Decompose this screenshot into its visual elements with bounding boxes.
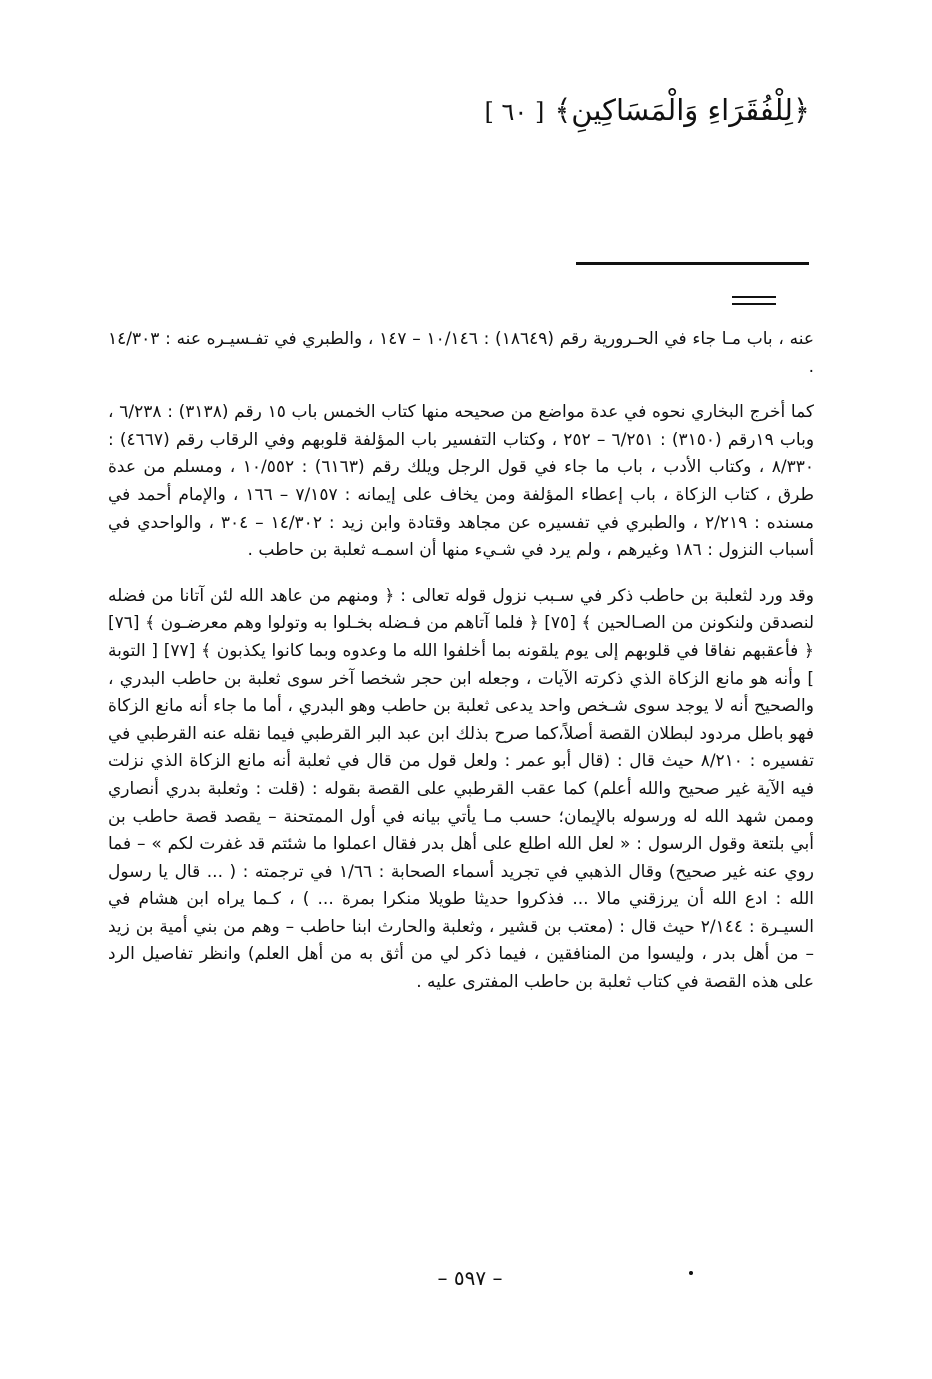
- page-number: – ٥٩٧ –: [437, 1266, 503, 1290]
- footnote-separator-line: [576, 262, 809, 265]
- footnote-paragraph-1: عنه ، باب مـا جاء في الحـرورية رقم (١٨٦٤٩) : ١٠/١٤٦ – ١٤٧ ، والطبري في تفـسيـره عنه : ١٤/٣٠٣ .: [108, 329, 814, 377]
- ayah-text: ﴿لِلْفُقَرَاءِ وَالْمَسَاكِينِ﴾: [554, 93, 810, 127]
- footnote-paragraph-3: وقد ورد لثعلبة بن حاطب ذكر في سـبب نزول قوله تعالى : ﴿ ومنهم من عاهد الله لئن آتانا من فضله لنصدقن ولنكونن من الصـالحين ﴾ [٧٥] ﴿ فلما آتاهم من فـضله بخـلوا به وتولوا وهم معرضـون ﴾ [٧٦] ﴿ فأعقبهم نفاقا في قلوبهم إلى يوم يلقونه بما أخلفوا الله ما وعدوه وبما كانوا يكذبون ﴾ [٧٧] [ التوبة ] وأنه هو مانع الزكاة الذي ذكرته الآيات ، وجعله ابن حجر شخصا آخر سوى ثعلبة بن حاطب البدري ، والصحيح أنه لا يوجد سوى شـخص واحد يدعى ثعلبة بن حاطب وهو البدري ، أما ما جاء أنه مانع الزكاة فهو باطل مردود لبطلان القصة أصلاً،كما صرح بذلك ابن عبد البر القرطبي فيما نقله عنه القرطبي في تفسيره : ٨/٢١٠ حيث قال : (قال أبو عمر : ولعل قول من قال في ثعلبة أنه مانع الزكاة الذي نزلت فيه الآية غير صحيح والله أعلم) كما عقب القرطبي على القصة بقوله : (قلت : وثعلبة بدري أنصاري وممن شهد الله له ورسوله بالإيمان؛ حسب مـا يأتي بيانه في أول الممتحنة – يقصد قصة حاطب بن أبي بلتعة وقول الرسول : « لعل الله اطلع على أهل بدر فقال اعملوا ما شئتم قد غفرت لكم » – فما روي عنه غير صحيح) وقال الذهبي في تجريد أسماء الصحابة : ١/٦٦ في ترجمته : ( ... قال يا رسول الله : ادع الله أن يرزقني مالا ... فذكروا حديثا طويلا منكرا بمرة ... ) ، كـما يراه ابن هشام في السيـرة : ٢/١٤٤ حيث قال : (معتب بن قشير ، وثعلبة والحارث ابنا حاطب – وهم من بني أمية بن زيد – من أهل بدر ، وليسوا من المنافقين ، فيما ذكر لي من أثق به من أهل العلم) وانظر تفاصيل الرد على هذه القصة في كتاب ثعلبة بن حاطب المفترى عليه .: [108, 585, 815, 993]
- ayah-number: [ ٦٠ ]: [484, 98, 545, 126]
- footnotes-block: [108, 326, 814, 997]
- ayah-heading: [420, 90, 810, 132]
- scan-speck: [689, 1271, 693, 1275]
- paragraph-gap: [108, 381, 814, 399]
- footnote-marker-line-top: [732, 296, 776, 298]
- footnote-paragraph-2: كما أخرج البخاري نحوه في عدة مواضع من صحيحه منها كتاب الخمس باب ١٥ رقم (٣١٣٨) : ٦/٢٣٨ ، وباب ١٩رقم (٣١٥٠) : ٦/٢٥١ – ٢٥٢ ، وكتاب التفسير باب المؤلفة قلوبهم وفي الرقاب رقم (٤٦٦٧) : ٨/٣٣٠ ، وكتاب الأدب ، باب ما جاء في قول الرجل ويلك رقم (٦١٦٣) : ١٠/٥٥٢ ، ومسلم من عدة طرق ، كتاب الزكاة ، باب إعطاء المؤلفة ومن يخاف على إيمانه : ٧/١٥٧ – ١٦٦ ، والإمام أحمد في مسنده : ٢/٢١٩ ، والطبري في تفسيره عن مجاهد وقتادة وابن زيد : ١٤/٣٠٢ – ٣٠٤ ، والواحدي في أسباب النزول : ١٨٦ وغيرهم ، ولم يرد في شـيء منها أن اسمـه ثعلبة بن حاطب .: [108, 402, 815, 561]
- paragraph-gap: [108, 565, 814, 583]
- footnote-marker-line-bottom: [732, 303, 776, 305]
